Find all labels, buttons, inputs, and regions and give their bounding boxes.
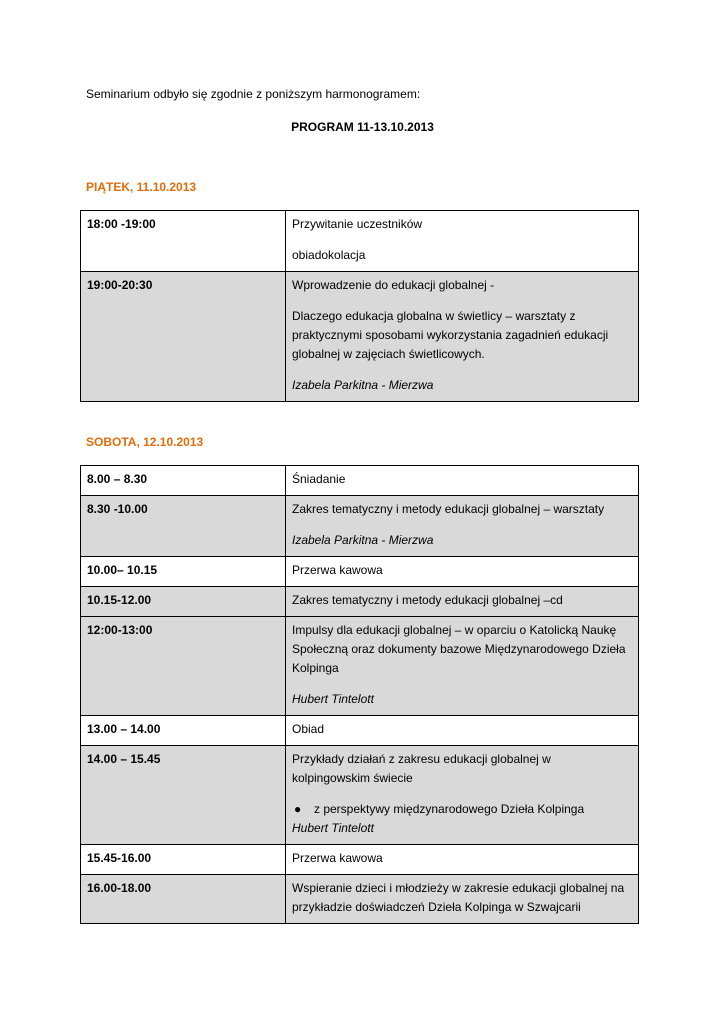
speaker-name: Hubert Tintelott bbox=[292, 821, 374, 835]
activity-cell bbox=[286, 211, 639, 272]
activity-cell bbox=[286, 587, 639, 617]
activity-text: Wspieranie dzieci i młodzieży w zakresie edukacji globalnej na przykładzie doświadczeń Dzieła Kolpinga w Szwajcarii bbox=[292, 881, 625, 914]
activity-text: Śniadanie bbox=[292, 472, 346, 486]
activity-cell bbox=[286, 875, 639, 924]
day-heading-saturday: SOBOTA, 12.10.2013 bbox=[86, 435, 204, 449]
speaker-name: Izabela Parkitna - Mierzwa bbox=[292, 533, 434, 547]
time-cell: 13.00 – 14.00 bbox=[81, 716, 286, 746]
activity-cell bbox=[286, 466, 639, 496]
activity-text: Wprowadzenie do edukacji globalnej - bbox=[292, 278, 495, 292]
speaker-name: Hubert Tintelott bbox=[292, 692, 374, 706]
activity-cell bbox=[286, 845, 639, 875]
table-row bbox=[81, 746, 639, 845]
table-row bbox=[81, 845, 639, 875]
table-row bbox=[81, 211, 639, 272]
table-row bbox=[81, 875, 639, 924]
activity-cell bbox=[286, 272, 639, 402]
time-cell: 10.00– 10.15 bbox=[81, 557, 286, 587]
schedule-table-friday bbox=[80, 210, 639, 402]
time-cell: 8.30 -10.00 bbox=[81, 496, 286, 557]
time-cell: 12:00-13:00 bbox=[81, 617, 286, 716]
time-cell: 10.15-12.00 bbox=[81, 587, 286, 617]
activity-text: Impulsy dla edukacji globalnej – w oparciu o Katolicką Naukę Społeczną oraz dokumenty bazowe Międzynarodowego Dzieła Kolpinga bbox=[292, 623, 626, 675]
activity-text: Przerwa kawowa bbox=[292, 851, 383, 865]
bullet-text: z perspektywy międzynarodowego Dzieła Kolpinga bbox=[314, 802, 585, 816]
activity-cell bbox=[286, 557, 639, 587]
time-cell: 15.45-16.00 bbox=[81, 845, 286, 875]
activity-text: Przerwa kawowa bbox=[292, 563, 383, 577]
activity-cell bbox=[286, 496, 639, 557]
table-row bbox=[81, 587, 639, 617]
activity-text: Zakres tematyczny i metody edukacji globalnej – warsztaty bbox=[292, 502, 605, 516]
time-cell: 18:00 -19:00 bbox=[81, 211, 286, 272]
activity-text: Przywitanie uczestników bbox=[292, 217, 423, 231]
activity-cell bbox=[286, 746, 639, 845]
time-cell: 14.00 – 15.45 bbox=[81, 746, 286, 845]
time-cell: 16.00-18.00 bbox=[81, 875, 286, 924]
bullet-icon: ● bbox=[294, 802, 302, 816]
intro-text: Seminarium odbyło się zgodnie z poniższym harmonogramem: bbox=[86, 87, 421, 101]
activity-text: Obiad bbox=[292, 722, 325, 736]
activity-text: Zakres tematyczny i metody edukacji globalnej –cd bbox=[292, 593, 563, 607]
table-row bbox=[81, 272, 639, 402]
time-cell: 8.00 – 8.30 bbox=[81, 466, 286, 496]
table-row bbox=[81, 557, 639, 587]
activity-cell bbox=[286, 617, 639, 716]
schedule-table-saturday bbox=[80, 465, 639, 924]
day-heading-friday: PIĄTEK, 11.10.2013 bbox=[86, 180, 197, 194]
time-cell: 19:00-20:30 bbox=[81, 272, 286, 402]
program-title: PROGRAM 11-13.10.2013 bbox=[291, 120, 434, 134]
table-row bbox=[81, 716, 639, 746]
table-row bbox=[81, 466, 639, 496]
activity-cell bbox=[286, 716, 639, 746]
speaker-name: Izabela Parkitna - Mierzwa bbox=[292, 378, 434, 392]
bullet-item bbox=[292, 800, 632, 819]
activity-text: obiadokolacja bbox=[292, 248, 366, 262]
table-row bbox=[81, 617, 639, 716]
table-row bbox=[81, 496, 639, 557]
activity-text: Dlaczego edukacja globalna w świetlicy – warsztaty z praktycznymi sposobami wykorzystania zagadnień edukacji globalnej w zajęciach świetlicowych. bbox=[292, 309, 609, 361]
activity-text: Przykłady działań z zakresu edukacji globalnej w kolpingowskim świecie bbox=[292, 752, 551, 785]
